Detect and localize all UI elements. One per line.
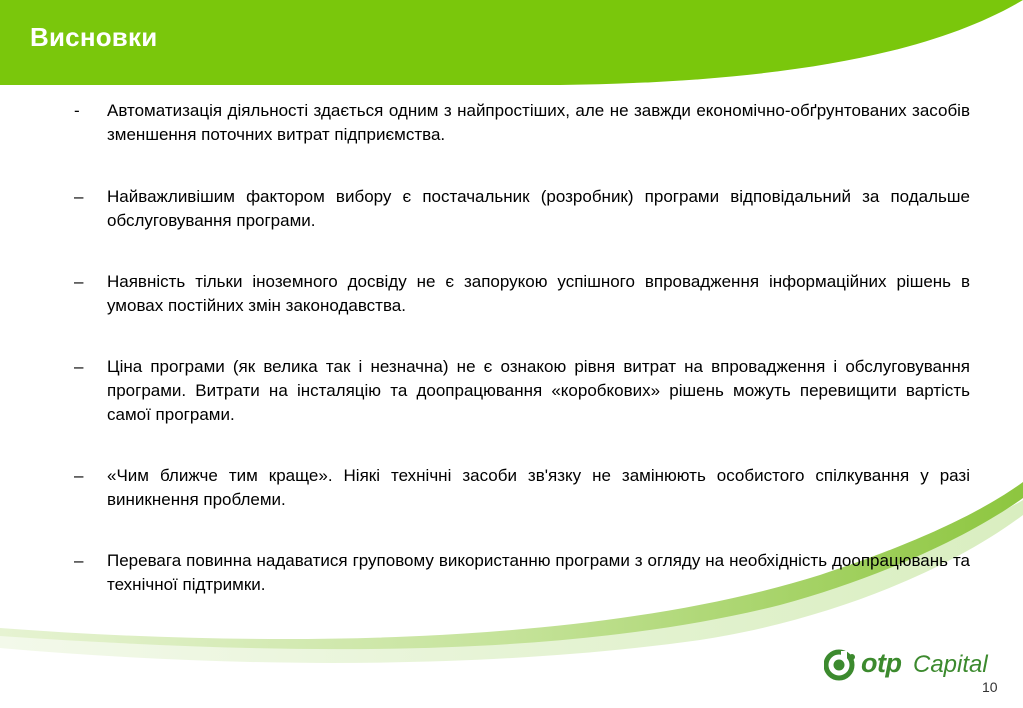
bullet-text: Ціна програми (як велика так і незначна) не є ознакою рівня витрат на впровадження і обслуговування програми. Витрати на інсталяцію та доопрацювання «коробкових» рішень можуть перевищити вартість самої програми. (107, 357, 970, 424)
slide-title: Висновки (30, 22, 158, 52)
bullet-text: Перевага повинна надаватися груповому використанню програми з огляду на необхідність доопрацювань та технічної підтримки. (107, 551, 970, 594)
bullet-marker: – (74, 551, 84, 570)
bullet-text: Найважливішим фактором вибору є постачальник (розробник) програми відповідальний за подальше обслуговування програми. (107, 187, 970, 230)
conclusions-list (72, 99, 970, 597)
list-item (72, 270, 970, 318)
logo-sub-text: Capital (913, 651, 988, 678)
bullet-text: Автоматизація діяльності здається одним з найпростіших, але не завжди економічно-обґрунтованих засобів зменшення поточних витрат підприємства. (107, 101, 970, 144)
list-item (72, 355, 970, 427)
otp-ring-logo-icon (824, 648, 858, 682)
bullet-text: Наявність тільки іноземного досвіду не є запорукою успішного впровадження інформаційних рішень в умовах постійних змін законодавства. (107, 272, 970, 315)
header-green-banner (0, 0, 1023, 110)
list-item (72, 185, 970, 233)
bullet-marker: – (74, 466, 84, 485)
list-item (72, 549, 970, 597)
bullet-text: «Чим ближче тим краще». Ніякі технічні засоби зв'язку не замінюють особистого спілкування у разі виникнення проблеми. (107, 466, 970, 509)
bullet-marker: – (74, 187, 84, 206)
logo-brand-text: otp (861, 648, 902, 678)
list-item (72, 99, 970, 147)
bullet-marker: – (74, 272, 84, 291)
page-number: 10 (982, 679, 998, 695)
list-item (72, 464, 970, 512)
otp-capital-logo (824, 645, 994, 685)
bullet-marker: - (74, 101, 80, 120)
bullet-marker: – (74, 357, 84, 376)
